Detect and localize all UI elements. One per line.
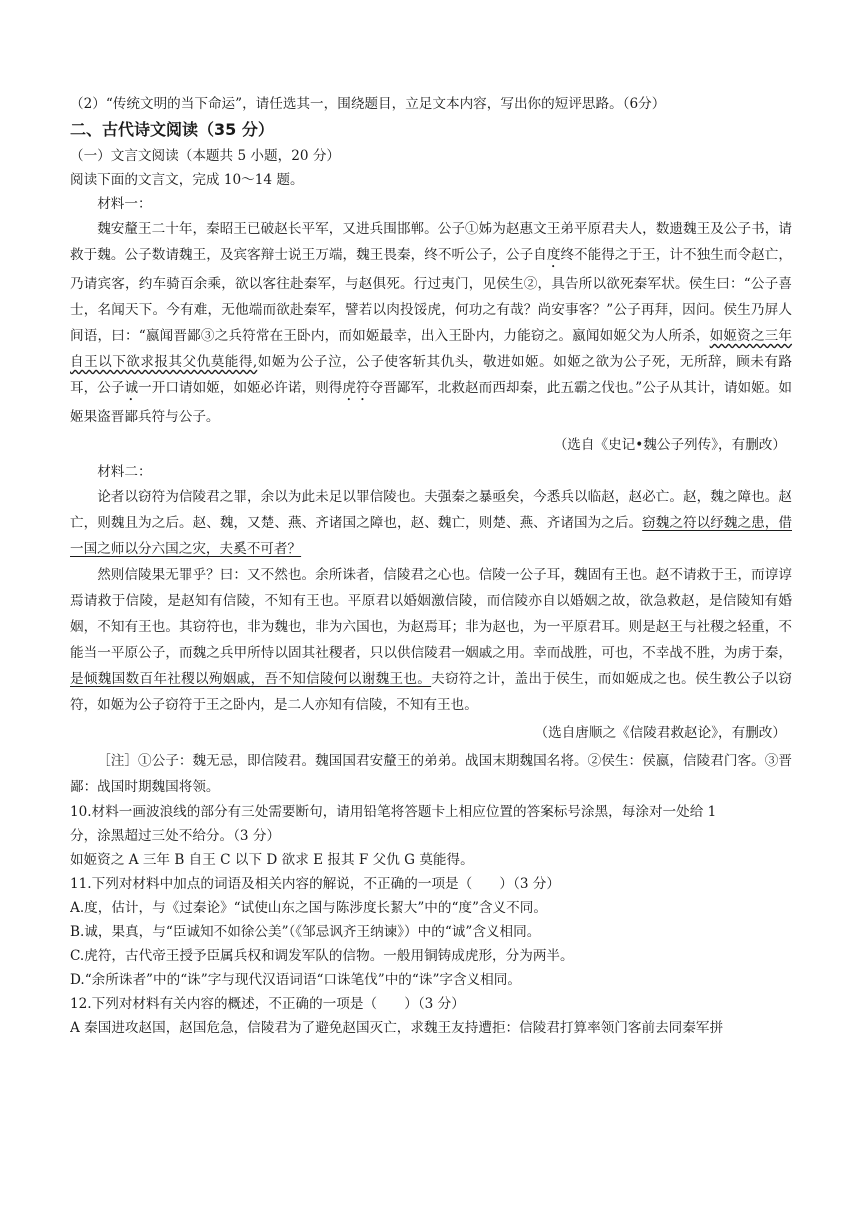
dotted-word-hufu: 虎符	[342, 380, 370, 396]
material-2-label: 材料二：	[97, 464, 152, 480]
dotted-word-du: 度	[546, 247, 561, 263]
question-10-stem-line-2: 分，涂黑超过三处不给分。（3 分）	[70, 828, 281, 844]
text-run: 如姬为公子泣，公子使客斩其仇头，敬进如姬。如姬之欲为公子死，无所辞，顾未有路耳，公子	[70, 354, 792, 396]
text-run: 终不能得之于王，计不独生而令赵亡，乃请宾客，约车骑百余乘，欲以客往赴秦军，与赵俱死。行过夷门，见侯生②，具告所以欲死秦军状。侯生曰：“公子喜士，名闻天下。今有难，无他端而欲赴秦军，譬若以肉投馁虎，何功之有哉？尚安事客？”公子再拜，因问。侯生乃屏人间语，曰：“嬴闻晋鄙③之兵符常在王卧内，而如姬最幸，出入王卧内，力能窃之。嬴闻如姬父为人所杀，	[70, 247, 793, 344]
subsection-title: （一）文言文阅读（本题共 5 小题，20 分）	[70, 148, 341, 164]
exam-page	[70, 92, 792, 1040]
material-1-label: 材料一：	[97, 196, 152, 212]
text-run: 一开口请如姬，如姬必许诺，则得	[138, 380, 343, 396]
question-10-options: 如姬资之 A 三年 B 自王 C 以下 D 欲求 E 报其 F 父仇 G 莫能得。	[70, 852, 474, 868]
underlined-sentence-2: 是倾魏国数百年社稷以殉姻戚，吾不知信陵何以谢魏王也。	[70, 671, 432, 687]
dotted-word-cheng: 诚	[124, 380, 139, 396]
material-2-paragraph-2	[70, 562, 792, 718]
text-run: 夫窃符之计，盖出于侯生，而如姬成之也。侯生教公子以窃符，如姬为公子窃符于王之卧内，是二人亦知有信陵，不知有王也。	[70, 671, 793, 713]
underlined-sentence-1: 窃魏之符以纾魏之患，借一国之师以分六国之灾，夫奚不可者？	[70, 515, 792, 557]
question-11-stem: 11.下列对材料中加点的词语及相关内容的解说，不正确的一项是（ ）（3 分）	[70, 876, 560, 892]
wavy-underlined-passage: 如姬资之三年自王以下欲求报其父仇莫能得,	[70, 328, 793, 370]
section-title: 二、古代诗文阅读（35 分）	[70, 120, 274, 139]
material-2-paragraph-1	[70, 484, 792, 562]
material-2-source: （选自唐顺之《信陵君救赵论》，有删改）	[534, 725, 786, 741]
annotation-note: ［注］①公子：魏无忌，即信陵君。魏国国君安釐王的弟弟。战国末期魏国名将。②侯生：侯嬴，信陵君门客。③晋鄙：战国时期魏国将领。	[70, 753, 792, 795]
text-run: 论者以窃符为信陵君之罪，余以为此未足以罪信陵也。夫强秦之暴亟矣，今悉兵以临赵，赵必亡。赵，魏之障也。赵亡，则魏且为之后。赵、魏，又楚、燕、齐诸国之障也，赵、魏亡，则楚、燕、齐诸国为之后。	[70, 489, 792, 531]
text-run: 然则信陵果无罪乎？曰：又不然也。余所诛者，信陵君之心也。信陵一公子耳，魏固有王也。赵不请救于王，而谆谆焉请救于信陵，是赵知有信陵，不知有王也。平原君以婚姻激信陵，而信陵亦自以婚姻之故，欲急救赵，是信陵知有婚姻，不知有王也。其窃符也，非为魏也，非为六国也，为赵焉耳；非为赵也，为一平原君耳。则是赵王与社稷之轻重，不能当一平原公子，而魏之兵甲所恃以固其社稷者，只以供信陵君一姻戚之用。幸而战胜，可也，不幸战不胜，为虏于秦，	[70, 567, 792, 661]
reading-instruction: 阅读下面的文言文，完成 10～14 题。	[70, 172, 304, 188]
question-11-option-a: A.度，估计，与《过秦论》“试使山东之国与陈涉度长絜大”中的“度”含义不同。	[70, 900, 547, 916]
question-11-option-b: B.诚，果真，与“臣诚知不如徐公美”（《邹忌讽齐王纳谏》）中的“诚”含义相同。	[70, 924, 541, 940]
material-1-source: （选自《史记•魏公子列传》，有删改）	[553, 437, 786, 453]
material-1-text	[70, 216, 792, 430]
question-12-option-a: A 秦国进攻赵国，赵国危急，信陵君为了避免赵国灭亡，求魏王友持遭拒：信陵君打算率领门客前去同秦军拼	[70, 1020, 724, 1036]
question-10-stem-line-1: 10.材料一画波浪线的部分有三处需要断句，请用铅笔将答题卡上相应位置的答案标号涂黑，每涂对一处给 1	[70, 804, 717, 820]
question-11-option-d: D.“余所诛者”中的“诛”字与现代汉语词语“口诛笔伐”中的“诛”字含义相同。	[70, 972, 521, 988]
question-11-option-c: C.虎符，古代帝王授予臣属兵权和调发军队的信物。一般用铜铸成虎形，分为两半。	[70, 948, 574, 964]
question-9-part-2: （2）“传统文明的当下命运”，请任选其一，围绕题目，立足文本内容，写出你的短评思路。（6分）	[70, 96, 666, 112]
text-run: 夺晋鄙军，北救赵而西却秦，此五霸之伐也。”公子从其计，请如姬。如姬果盗晋鄙兵符与公子。	[70, 380, 793, 425]
text-run: 魏安釐王二十年，秦昭王已破赵长平军，又进兵围邯郸。公子①姊为赵惠文王弟平原君夫人，数遗魏王及公子书，请救于魏。公子数请魏王，及宾客辩士说王万端，魏王畏秦，终不听公子，公子自	[70, 221, 792, 263]
question-12-stem: 12.下列对材料有关内容的概述，不正确的一项是（ ）（3 分）	[70, 996, 465, 1012]
